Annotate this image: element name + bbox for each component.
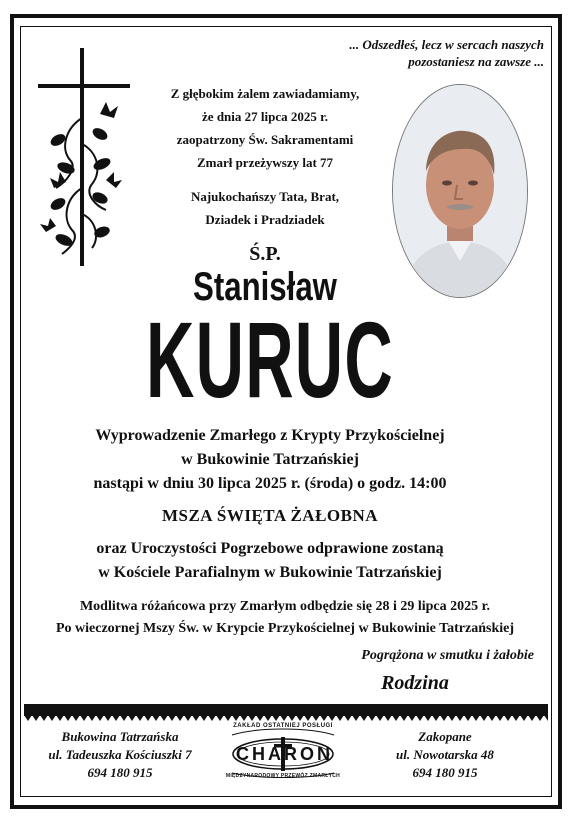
- quote-line-2: pozostaniesz na zawsze ...: [408, 54, 544, 69]
- ceremony-line-1: Wyprowadzenie Zmarłego z Krypty Przykościelnej: [95, 427, 445, 444]
- charon-logo: [218, 723, 348, 787]
- rosary-details: [30, 596, 540, 640]
- footer-fringe: [24, 715, 548, 721]
- quote-line-1: ... Odszedłeś, lecz w sercach naszych: [349, 37, 544, 52]
- rosary-line-1: Modlitwa różańcowa przy Zmarłym odbędzie się 28 i 29 lipca 2025 r.: [79, 599, 491, 614]
- cross-with-flowers-icon: [36, 48, 132, 268]
- relations-line-1: Najukochańszy Tata, Brat,: [190, 189, 340, 204]
- relations-text: [170, 185, 360, 231]
- sp-prefix: Ś.P.: [249, 243, 281, 265]
- announcement-line-4: Zmarł przeżywszy lat 77: [196, 155, 334, 170]
- announcement-line-3: zaopatrzony Św. Sakramentami: [176, 132, 354, 147]
- rosary-line-2: Po wieczornej Mszy Św. w Krypcie Przykościelnej w Bukowinie Tatrzańskiej: [55, 621, 515, 636]
- memorial-quote: [244, 36, 544, 70]
- footer-right-city: Zakopane: [418, 729, 472, 744]
- deceased-surname: KURUC: [146, 299, 394, 420]
- announcement-line-1: Z głębokim żalem zawiadamiamy,: [170, 86, 360, 101]
- ceremony-line-2: w Bukowinie Tatrzańskiej: [181, 451, 359, 468]
- footer-right-contact: [360, 728, 530, 782]
- funeral-line-2: w Kościele Parafialnym w Bukowinie Tatrzańskiej: [98, 564, 442, 581]
- funeral-line-1: oraz Uroczystości Pogrzebowe odprawione zostaną: [96, 540, 444, 557]
- family-signature: Rodzina: [381, 672, 449, 694]
- footer-right-phone: 694 180 915: [412, 765, 478, 780]
- mourning-text: Pogrążona w smutku i żałobie: [361, 648, 534, 663]
- mass-title: MSZA ŚWIĘTA ŻAŁOBNA: [161, 506, 379, 525]
- death-announcement: [150, 82, 380, 174]
- footer-left-city: Bukowina Tatrzańska: [61, 729, 179, 744]
- logo-top-text: ZAKŁAD OSTATNIEJ POSŁUGI: [233, 723, 333, 729]
- deceased-first-name: Stanisław: [193, 265, 337, 309]
- announcement-line-2: że dnia 27 lipca 2025 r.: [202, 109, 328, 124]
- portrait-image: [393, 85, 527, 297]
- footer-left-address: ul. Tadeuszka Kościuszki 7: [48, 747, 192, 762]
- relations-line-2: Dziadek i Pradziadek: [205, 212, 325, 227]
- logo-name: CHARON: [236, 744, 333, 764]
- footer-left-contact: [30, 728, 210, 782]
- footer-right-address: ul. Nowotarska 48: [396, 747, 494, 762]
- portrait-photo: [392, 84, 528, 298]
- logo-bottom-text: MIĘDZYNARODOWY PRZEWÓZ ZMARŁYCH: [225, 773, 341, 779]
- ceremony-details: [60, 424, 480, 496]
- footer-left-phone: 694 180 915: [87, 765, 153, 780]
- funeral-details: [40, 537, 500, 585]
- ceremony-line-3: nastąpi w dniu 30 lipca 2025 r. (środa) o godz. 14:00: [93, 475, 447, 492]
